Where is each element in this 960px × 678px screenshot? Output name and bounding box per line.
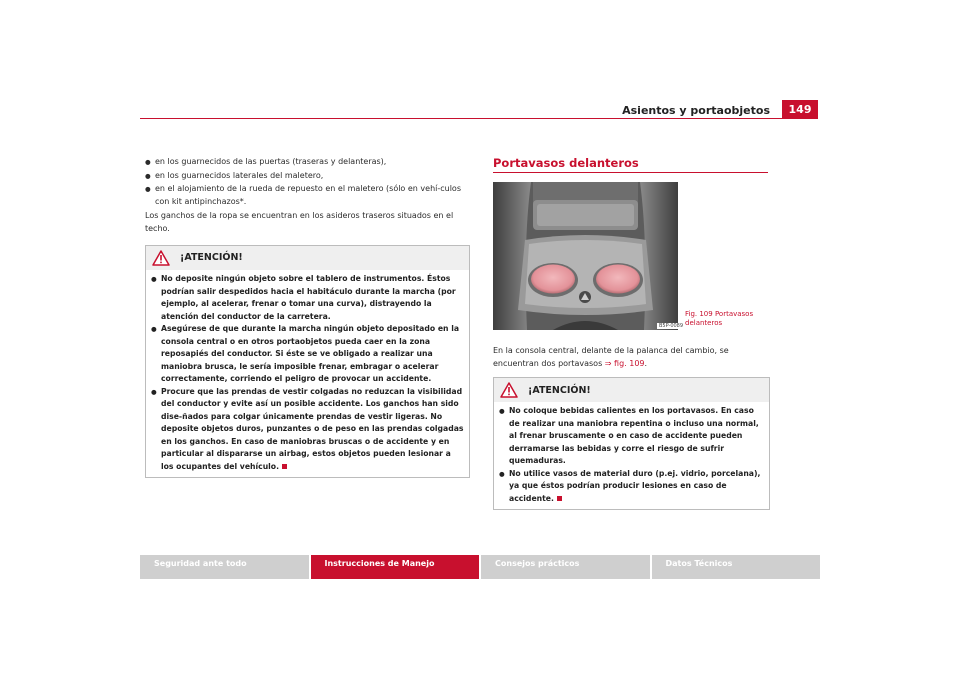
page-header-title: Asientos y portaobjetos xyxy=(622,104,770,117)
body-text-end: . xyxy=(644,358,648,368)
tab-datos[interactable]: Datos Técnicos xyxy=(652,555,821,579)
cupholder-figure xyxy=(493,182,678,330)
figure-caption: Fig. 109 Portavasos delanteros xyxy=(685,310,754,327)
warning-box xyxy=(493,377,770,510)
end-of-section-icon xyxy=(282,464,287,469)
warning-body xyxy=(146,270,469,477)
warning-item xyxy=(151,386,464,474)
tab-instrucciones[interactable]: Instrucciones de Manejo xyxy=(311,555,482,579)
figure-id-tag: B5P-0089 xyxy=(659,323,684,329)
body-paragraph xyxy=(493,345,768,370)
left-column xyxy=(145,156,470,478)
warning-triangle-icon xyxy=(500,382,518,398)
warning-body xyxy=(494,402,769,509)
list-item: ● en los guarnecidos laterales del maletero, xyxy=(145,170,470,183)
footer-nav xyxy=(140,555,820,579)
tab-seguridad[interactable]: Seguridad ante todo xyxy=(140,555,311,579)
section-title: Portavasos delanteros xyxy=(493,156,639,170)
warning-item: ● Asegúrese de que durante la marcha ningún objeto depositado en la consola central o en otros portaobjetos pueda caer en la zona reposapiés del conductor. Si éste se ve obligado a realizar una maniobra brusca, le sería imposible frenar, embragar o acelerar correctamente, corriendo el peligro de provocar un accidente. xyxy=(151,323,464,386)
warning-triangle-icon xyxy=(152,250,170,266)
warning-item-text: Procure que las prendas de vestir colgadas no reduzcan la visibilidad del conductor y evite así un posible accidente. Los ganchos han sido dise-ñados para colgar únicamente prendas de vestir ligeras. No deposite objetos duros, punzantes o de peso en las prendas colgadas en los ganchos. En caso de maniobras bruscas o de accidente y en particular al dispararse un airbag, estos objetos pueden lesionar a los ocupantes del vehículo. xyxy=(161,386,464,471)
warning-item: ● No coloque bebidas calientes en los portavasos. En caso de realizar una maniobra repentina o incluso una normal, al frenar bruscamente o en caso de accidente pueden derramarse las bebidas y corre el riesgo de sufrir quemaduras. xyxy=(499,405,764,468)
warning-item xyxy=(499,468,764,506)
body-text: En la consola central, delante de la palanca del cambio, se encuentran dos portavasos xyxy=(493,346,729,368)
warning-title: ¡ATENCIÓN! xyxy=(180,251,243,263)
list-item: ● en el alojamiento de la rueda de repuesto en el maletero (sólo en vehí-culos con kit antipinchazos*. xyxy=(145,183,470,208)
section-divider xyxy=(493,172,768,173)
body-paragraph: Los ganchos de la ropa se encuentran en los asideros traseros situados en el techo. xyxy=(145,211,454,233)
warning-item-text: No utilice vasos de material duro (p.ej. vidrio, porcelana), ya que éstos podrían producir lesiones en caso de accidente. xyxy=(509,468,761,503)
end-of-section-icon xyxy=(557,496,562,501)
warning-box xyxy=(145,245,470,478)
warning-header xyxy=(146,246,469,270)
warning-title: ¡ATENCIÓN! xyxy=(528,384,591,396)
figure-reference-link[interactable]: ⇒ fig. 109 xyxy=(604,358,645,368)
page-number: 149 xyxy=(782,100,818,118)
header-divider xyxy=(140,118,818,119)
warning-item: ● No deposite ningún objeto sobre el tablero de instrumentos. Éstos podrían salir despedidos hacia el habitáculo durante la marcha (por ejemplo, al acelerar, frenar o tomar una curva), distrayendo la atención del conductor de la carretera. xyxy=(151,273,464,323)
list-item: ● en los guarnecidos de las puertas (traseras y delanteras), xyxy=(145,156,470,169)
right-column-heading xyxy=(493,156,768,173)
warning-header xyxy=(494,378,769,402)
cupholder-illustration xyxy=(493,182,678,330)
tab-consejos[interactable]: Consejos prácticos xyxy=(481,555,652,579)
